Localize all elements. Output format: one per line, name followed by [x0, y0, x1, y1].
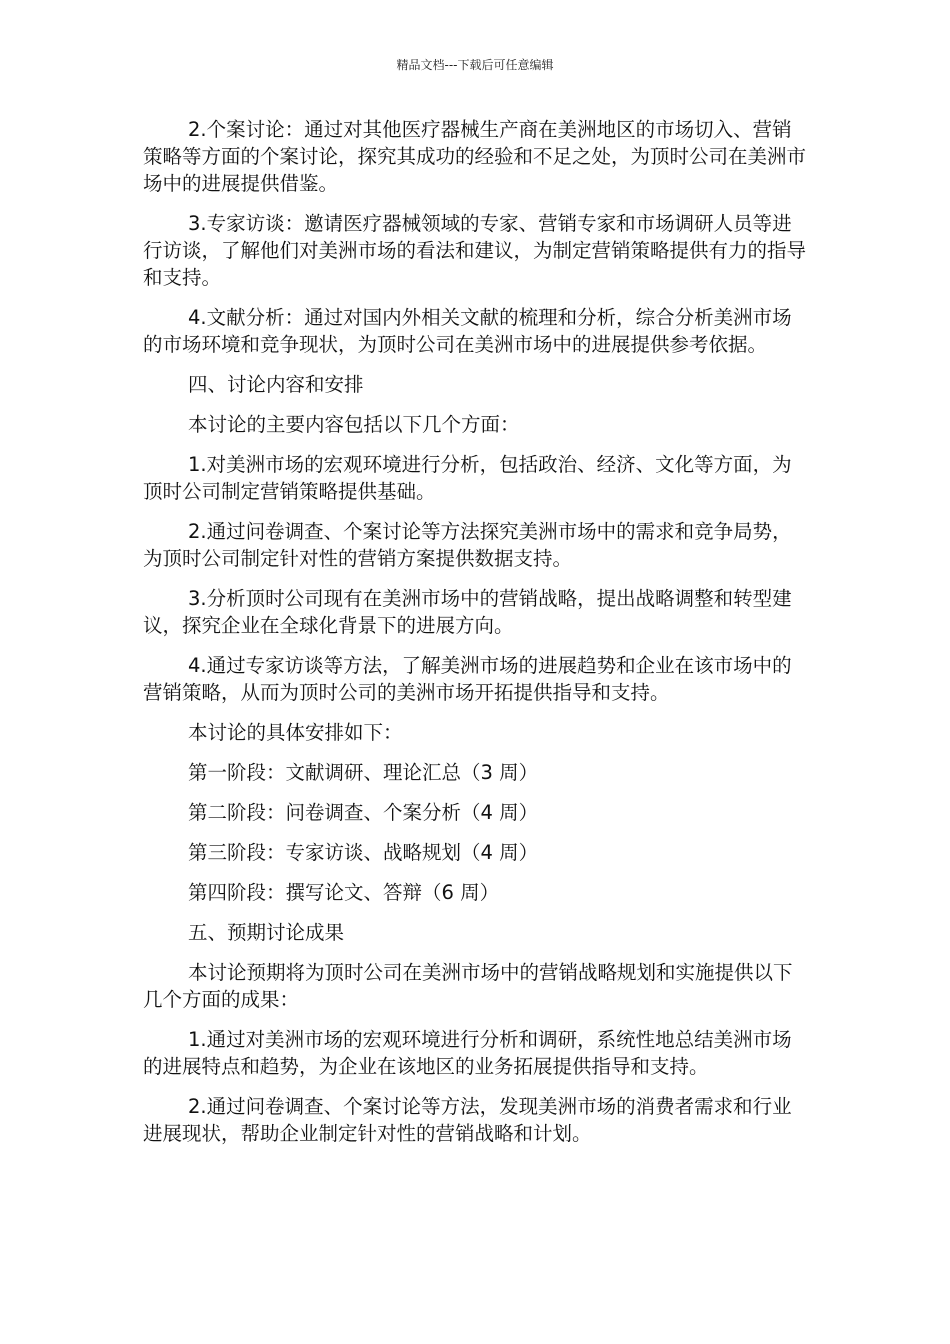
page-header: 精品文档---下载后可任意编辑: [396, 58, 554, 72]
section-heading-content-schedule: 四、讨论内容和安排: [188, 373, 364, 396]
document-body: [143, 116, 808, 1160]
paragraph-literature-analysis: 4.文献分析：通过对国内外相关文献的梳理和分析，综合分析美洲市场的市场环境和竞争现状，为顶时公司在美洲市场中的进展提供参考依据。: [143, 306, 792, 356]
paragraph-result-item-1: 1.通过对美洲市场的宏观环境进行分析和调研，系统性地总结美洲市场的进展特点和趋势，为企业在该地区的业务拓展提供指导和支持。: [143, 1028, 792, 1078]
paragraph-results-intro: 本讨论预期将为顶时公司在美洲市场中的营销战略规划和实施提供以下几个方面的成果：: [143, 961, 793, 1011]
paragraph-content-intro: 本讨论的主要内容包括以下几个方面：: [188, 413, 520, 436]
section-heading-expected-results: 五、预期讨论成果: [188, 921, 345, 944]
paragraph-result-item-2: 2.通过问卷调查、个案讨论等方法，发现美洲市场的消费者需求和行业进展现状，帮助企业制定针对性的营销战略和计划。: [143, 1095, 792, 1145]
paragraph-content-item-1: 1.对美洲市场的宏观环境进行分析，包括政治、经济、文化等方面，为顶时公司制定营销策略提供基础。: [143, 453, 792, 503]
paragraph-schedule-intro: 本讨论的具体安排如下：: [188, 721, 403, 744]
schedule-stage-3: 第三阶段：专家访谈、战略规划（4 周）: [188, 841, 539, 864]
paragraph-content-item-2: 2.通过问卷调查、个案讨论等方法探究美洲市场中的需求和竞争局势，为顶时公司制定针对性的营销方案提供数据支持。: [143, 520, 792, 570]
paragraph-case-discussion: 2.个案讨论：通过对其他医疗器械生产商在美洲地区的市场切入、营销策略等方面的个案讨论，探究其成功的经验和不足之处，为顶时公司在美洲市场中的进展提供借鉴。: [143, 118, 807, 195]
paragraph-expert-interview: 3.专家访谈：邀请医疗器械领域的专家、营销专家和市场调研人员等进行访谈，了解他们对美洲市场的看法和建议，为制定营销策略提供有力的指导和支持。: [143, 212, 807, 289]
paragraph-content-item-3: 3.分析顶时公司现有在美洲市场中的营销战略，提出战略调整和转型建议，探究企业在全球化背景下的进展方向。: [143, 587, 792, 637]
schedule-stage-4: 第四阶段：撰写论文、答辩（6 周）: [188, 881, 500, 904]
schedule-stage-2: 第二阶段：问卷调查、个案分析（4 周）: [188, 801, 539, 824]
paragraph-content-item-4: 4.通过专家访谈等方法，了解美洲市场的进展趋势和企业在该市场中的营销策略，从而为顶时公司的美洲市场开拓提供指导和支持。: [143, 654, 792, 704]
schedule-stage-1: 第一阶段：文献调研、理论汇总（3 周）: [188, 761, 539, 784]
